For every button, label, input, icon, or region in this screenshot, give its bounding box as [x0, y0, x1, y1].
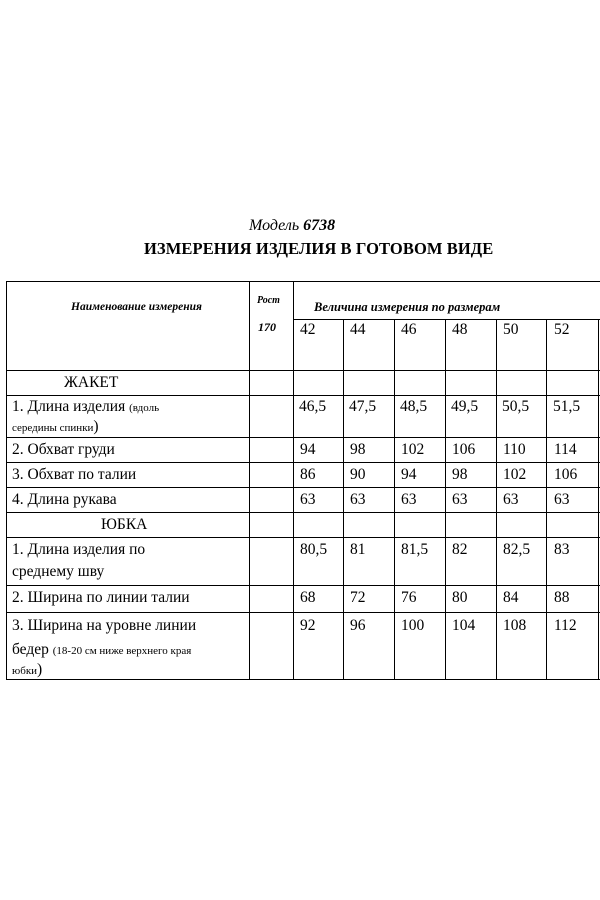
value-cell: 112 — [554, 617, 577, 634]
value-cell: 46,5 — [299, 398, 327, 415]
row-name: 2. Обхват груди — [12, 441, 115, 458]
section-title: ЖАКЕТ — [64, 374, 119, 391]
table-col-rule — [293, 281, 294, 680]
header-height-label: Рост — [257, 295, 280, 306]
value-cell: 63 — [554, 491, 570, 508]
table-rule — [6, 612, 600, 613]
value-cell: 63 — [503, 491, 519, 508]
model-title — [249, 217, 335, 235]
page-heading: ИЗМЕРЕНИЯ ИЗДЕЛИЯ В ГОТОВОМ ВИДЕ — [144, 239, 494, 258]
header-height-value: 170 — [258, 320, 276, 334]
value-cell: 98 — [452, 466, 468, 483]
value-cell: 92 — [300, 617, 316, 634]
value-cell: 94 — [401, 466, 417, 483]
value-cell: 98 — [350, 441, 366, 458]
row-name-cont: середины спинки) — [12, 418, 99, 435]
table-col-rule — [249, 281, 250, 680]
value-cell: 106 — [554, 466, 578, 483]
table-border-top — [6, 281, 600, 282]
value-cell: 88 — [554, 589, 570, 606]
value-cell: 114 — [554, 441, 577, 458]
table-rule — [6, 370, 600, 371]
table-rule — [6, 487, 600, 488]
model-prefix: Модель — [249, 217, 300, 234]
row-name-cont: среднему шву — [12, 563, 105, 580]
table-rule — [6, 585, 600, 586]
value-cell: 83 — [554, 541, 570, 558]
row-name-cont: бедер (18-20 см ниже верхнего края — [12, 641, 192, 658]
table-rule — [6, 462, 600, 463]
table-col-rule — [546, 319, 547, 680]
table-col-rule — [343, 319, 344, 680]
size-header: 42 — [300, 321, 316, 338]
value-cell: 49,5 — [451, 398, 479, 415]
row-name: 4. Длина рукава — [12, 491, 117, 508]
value-cell: 63 — [452, 491, 468, 508]
size-header: 50 — [503, 321, 519, 338]
header-name-column: Наименование измерения — [71, 301, 202, 313]
value-cell: 82 — [452, 541, 468, 558]
size-header: 52 — [554, 321, 570, 338]
section-title: ЮБКА — [101, 516, 148, 533]
model-number: 6738 — [303, 217, 336, 234]
value-cell: 63 — [401, 491, 417, 508]
value-cell: 81,5 — [401, 541, 429, 558]
table-border-left — [6, 281, 7, 680]
value-cell: 90 — [350, 466, 366, 483]
value-cell: 50,5 — [502, 398, 530, 415]
table-rule — [6, 537, 600, 538]
value-cell: 104 — [452, 617, 476, 634]
value-cell: 96 — [350, 617, 366, 634]
table-border-right — [598, 319, 599, 680]
table-rule — [6, 512, 600, 513]
row-name: 1. Длина изделия по — [12, 541, 146, 558]
value-cell: 100 — [401, 617, 425, 634]
value-cell: 63 — [350, 491, 366, 508]
table-col-rule — [445, 319, 446, 680]
value-cell: 80 — [452, 589, 468, 606]
value-cell: 106 — [452, 441, 476, 458]
size-header: 44 — [350, 321, 366, 338]
value-cell: 68 — [300, 589, 316, 606]
size-header: 46 — [401, 321, 417, 338]
value-cell: 51,5 — [553, 398, 581, 415]
value-cell: 102 — [401, 441, 425, 458]
value-cell: 48,5 — [400, 398, 428, 415]
value-cell: 86 — [300, 466, 316, 483]
value-cell: 63 — [300, 491, 316, 508]
row-name-cont: юбки) — [12, 661, 43, 678]
value-cell: 81 — [350, 541, 366, 558]
value-cell: 102 — [503, 466, 527, 483]
value-cell: 76 — [401, 589, 417, 606]
value-cell: 82,5 — [503, 541, 531, 558]
row-name: 2. Ширина по линии талии — [12, 589, 190, 606]
value-cell: 94 — [300, 441, 316, 458]
row-name: 3. Обхват по талии — [12, 466, 137, 483]
table-col-rule — [394, 319, 395, 680]
value-cell: 47,5 — [349, 398, 377, 415]
row-name: 1. Длина изделия (вдоль — [12, 398, 160, 415]
header-values-label: Величина измерения по размерам — [314, 300, 501, 314]
row-name: 3. Ширина на уровне линии — [12, 617, 197, 634]
value-cell: 110 — [503, 441, 526, 458]
value-cell: 80,5 — [300, 541, 328, 558]
table-col-rule — [496, 319, 497, 680]
value-cell: 72 — [350, 589, 366, 606]
value-cell: 108 — [503, 617, 527, 634]
table-border-bottom — [6, 679, 600, 680]
size-header: 48 — [452, 321, 468, 338]
value-cell: 84 — [503, 589, 519, 606]
